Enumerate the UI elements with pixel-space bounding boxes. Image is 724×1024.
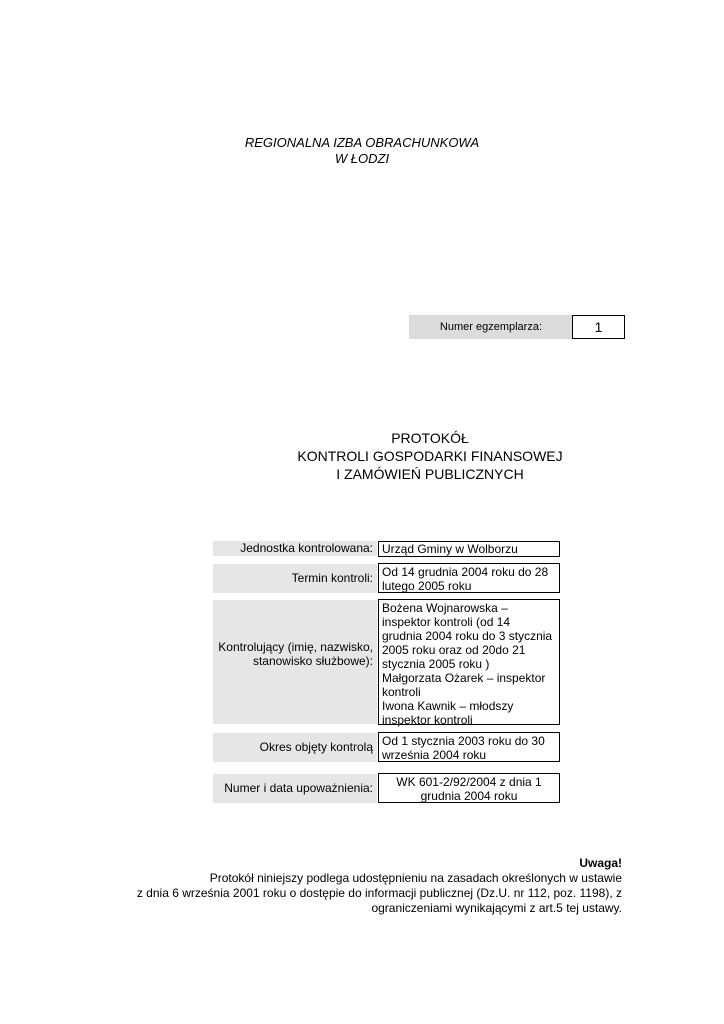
authorization-label: Numer i data upoważnienia:: [213, 774, 377, 803]
auditor-line: grudnia 2004 roku do 3 stycznia: [382, 629, 553, 643]
document-subtitle-2: I ZAMÓWIEŃ PUBLICZNYCH: [336, 466, 524, 482]
note-line: z dnia 6 września 2001 roku o dostępie do informacji publicznej (Dz.U. nr 112, poz. 1198), z: [136, 886, 622, 900]
auditors-label: Kontrolujący (imię, nazwisko, stanowisko służbowe):: [213, 600, 377, 724]
institution-name: REGIONALNA IZBA OBRACHUNKOWA: [244, 135, 480, 150]
auditor-line: Iwona Kawnik – młodszy: [382, 699, 514, 713]
audit-period-value: Od 14 grudnia 2004 roku do 28 lutego 2005 roku: [378, 563, 560, 593]
copy-number-label: Numer egzemplarza:: [409, 315, 572, 339]
document-subtitle-1: KONTROLI GOSPODARKI FINANSOWEJ: [297, 448, 563, 464]
audited-unit-value: Urząd Gminy w Wolborzu: [378, 541, 560, 557]
document-title: PROTOKÓŁ: [391, 430, 469, 446]
audit-period-label: Termin kontroli:: [213, 564, 377, 593]
audited-unit-label: Jednostka kontrolowana:: [213, 541, 377, 556]
note-line: ograniczeniami wynikającymi z art.5 tej ustawy.: [371, 901, 622, 915]
auditor-line: inspektor kontroli: [382, 713, 473, 727]
institution-city: W ŁODZI: [334, 151, 390, 166]
auditor-line: Bożena Wojnarowska –: [382, 601, 508, 615]
covered-period-value: Od 1 stycznia 2003 roku do 30 września 2004 roku: [378, 732, 560, 762]
auditors-value: [378, 599, 560, 725]
note-title: Uwaga!: [579, 856, 622, 870]
covered-period-label: Okres objęty kontrolą: [213, 733, 377, 762]
note-line: Protokół niniejszy podlega udostępnieniu na zasadach określonych w ustawie: [209, 871, 622, 885]
auditor-line: inspektor kontroli (od 14: [382, 615, 511, 629]
auditor-line: Małgorzata Ożarek – inspektor: [382, 671, 546, 685]
auditor-line: kontroli: [382, 685, 421, 699]
copy-number-value: 1: [572, 315, 625, 339]
authorization-value: WK 601-2/92/2004 z dnia 1 grudnia 2004 roku: [378, 773, 560, 803]
auditor-line: stycznia 2005 roku ): [382, 657, 490, 671]
auditor-line: 2005 roku oraz od 20do 21: [382, 643, 526, 657]
